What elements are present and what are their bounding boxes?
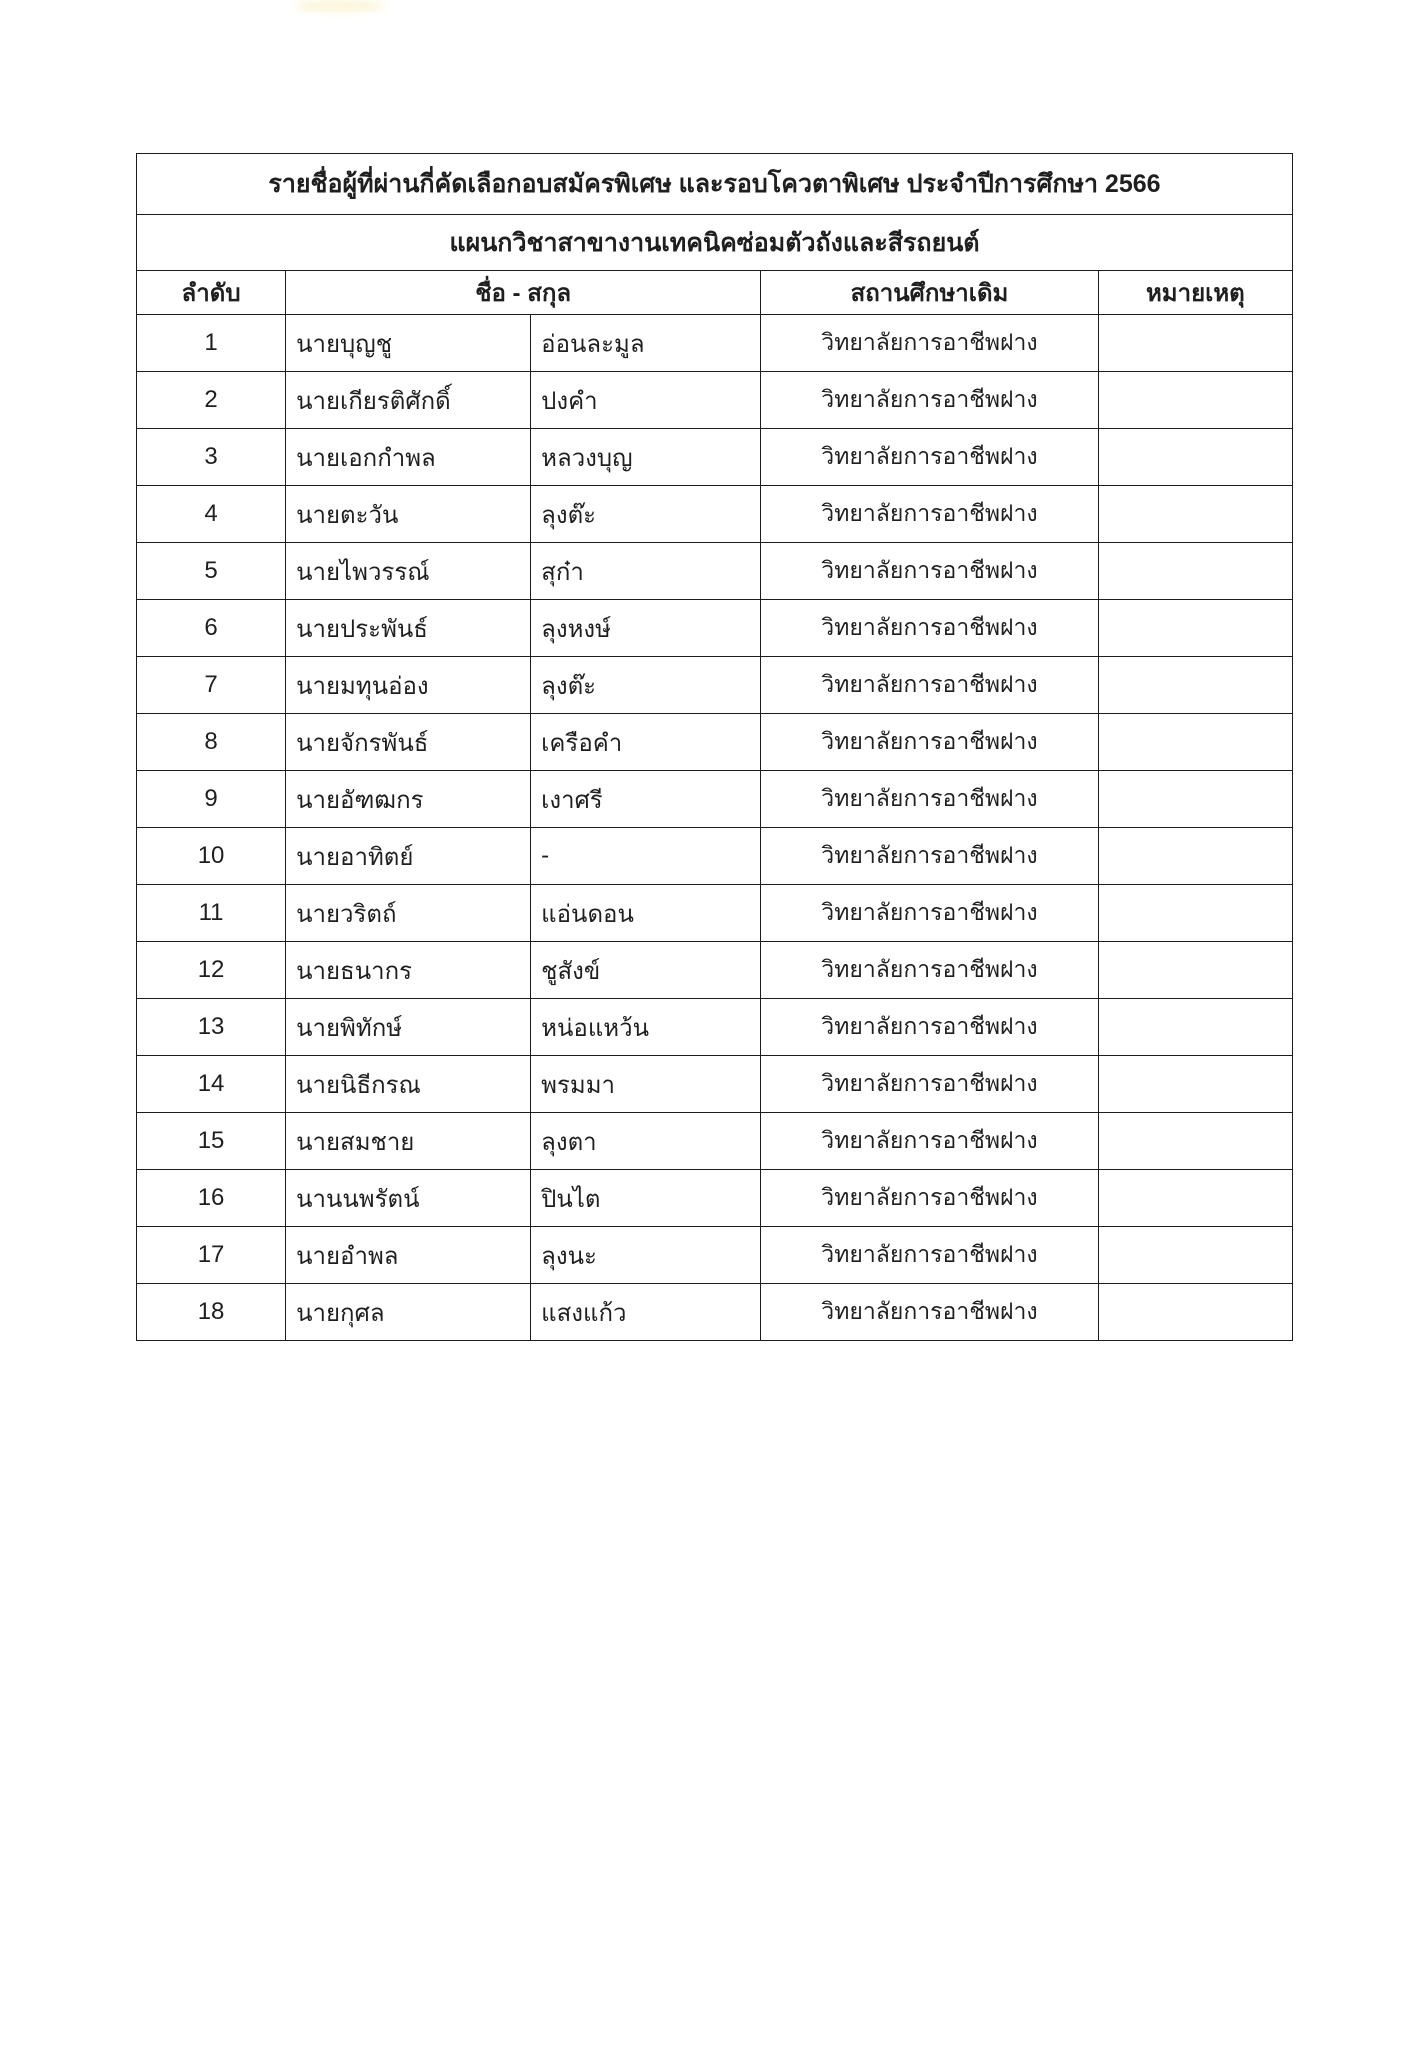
column-header-row (137, 271, 1293, 315)
cell-remark (1098, 372, 1292, 429)
cell-remark (1098, 486, 1292, 543)
cell-remark (1098, 600, 1292, 657)
cell-first-name: นายสมชาย (286, 1113, 531, 1170)
cell-first-name: นายอำพล (286, 1227, 531, 1284)
cell-last-name: ลุงนะ (531, 1227, 761, 1284)
cell-last-name: ลุงต๊ะ (531, 486, 761, 543)
cell-first-name: นายอัฑฒกร (286, 771, 531, 828)
column-header-index: ลำดับ (137, 271, 286, 315)
scan-artifact (295, 0, 385, 12)
cell-index: 5 (137, 543, 286, 600)
table-row (137, 315, 1293, 372)
cell-first-name: นายวริตถ์ (286, 885, 531, 942)
table-row (137, 771, 1293, 828)
table-row (137, 942, 1293, 999)
cell-index: 8 (137, 714, 286, 771)
cell-first-name: นายบุญชู (286, 315, 531, 372)
student-list-table (136, 153, 1293, 1341)
cell-remark (1098, 942, 1292, 999)
table-row (137, 429, 1293, 486)
table-body (137, 154, 1293, 1341)
cell-index: 3 (137, 429, 286, 486)
cell-school: วิทยาลัยการอาชีพฝาง (761, 1170, 1099, 1227)
cell-last-name: ลุงต๊ะ (531, 657, 761, 714)
cell-remark (1098, 657, 1292, 714)
cell-index: 10 (137, 828, 286, 885)
cell-last-name: เครือคำ (531, 714, 761, 771)
cell-first-name: นายกุศล (286, 1284, 531, 1341)
cell-index: 1 (137, 315, 286, 372)
cell-first-name: นานนพรัตน์ (286, 1170, 531, 1227)
cell-last-name: แอ่นดอน (531, 885, 761, 942)
cell-school: วิทยาลัยการอาชีพฝาง (761, 714, 1099, 771)
cell-remark (1098, 543, 1292, 600)
cell-school: วิทยาลัยการอาชีพฝาง (761, 999, 1099, 1056)
document-subtitle: แผนกวิชาสาขางานเทคนิคซ่อมตัวถังและสีรถยนต์ (137, 215, 1293, 271)
table-row (137, 1056, 1293, 1113)
cell-school: วิทยาลัยการอาชีพฝาง (761, 543, 1099, 600)
cell-school: วิทยาลัยการอาชีพฝาง (761, 1056, 1099, 1113)
table-row (137, 1113, 1293, 1170)
cell-school: วิทยาลัยการอาชีพฝาง (761, 828, 1099, 885)
cell-first-name: นายธนากร (286, 942, 531, 999)
column-header-school: สถานศึกษาเดิม (761, 271, 1099, 315)
cell-index: 6 (137, 600, 286, 657)
cell-last-name: ปินไต (531, 1170, 761, 1227)
cell-index: 4 (137, 486, 286, 543)
cell-first-name: นายตะวัน (286, 486, 531, 543)
cell-index: 17 (137, 1227, 286, 1284)
cell-first-name: นายพิทักษ์ (286, 999, 531, 1056)
table-row (137, 657, 1293, 714)
cell-last-name: เงาศรี (531, 771, 761, 828)
cell-school: วิทยาลัยการอาชีพฝาง (761, 1284, 1099, 1341)
cell-index: 13 (137, 999, 286, 1056)
cell-index: 2 (137, 372, 286, 429)
cell-last-name: อ่อนละมูล (531, 315, 761, 372)
column-header-remark: หมายเหตุ (1098, 271, 1292, 315)
cell-school: วิทยาลัยการอาชีพฝาง (761, 372, 1099, 429)
title-row (137, 154, 1293, 215)
document-title: รายชื่อผู้ที่ผ่านกี่คัดเลือกอบสมัครพิเศษ และรอบโควตาพิเศษ ประจำปีการศึกษา 2566 (137, 154, 1293, 215)
cell-school: วิทยาลัยการอาชีพฝาง (761, 885, 1099, 942)
table-row (137, 1170, 1293, 1227)
cell-remark (1098, 999, 1292, 1056)
column-header-name: ชื่อ - สกุล (286, 271, 761, 315)
cell-index: 12 (137, 942, 286, 999)
cell-first-name: นายเอกกำพล (286, 429, 531, 486)
table-row (137, 1284, 1293, 1341)
cell-first-name: นายประพันธ์ (286, 600, 531, 657)
cell-remark (1098, 1113, 1292, 1170)
cell-index: 9 (137, 771, 286, 828)
cell-school: วิทยาลัยการอาชีพฝาง (761, 486, 1099, 543)
cell-school: วิทยาลัยการอาชีพฝาง (761, 1113, 1099, 1170)
table-row (137, 543, 1293, 600)
cell-index: 15 (137, 1113, 286, 1170)
table-row (137, 486, 1293, 543)
table-row (137, 999, 1293, 1056)
cell-index: 18 (137, 1284, 286, 1341)
cell-remark (1098, 1170, 1292, 1227)
cell-last-name: สุก๋า (531, 543, 761, 600)
cell-first-name: นายเกียรติศักดิ์ (286, 372, 531, 429)
cell-index: 14 (137, 1056, 286, 1113)
cell-last-name: หน่อแหว้น (531, 999, 761, 1056)
cell-first-name: นายไพวรรณ์ (286, 543, 531, 600)
cell-remark (1098, 828, 1292, 885)
cell-remark (1098, 885, 1292, 942)
cell-school: วิทยาลัยการอาชีพฝาง (761, 771, 1099, 828)
cell-school: วิทยาลัยการอาชีพฝาง (761, 315, 1099, 372)
cell-first-name: นายอาทิตย์ (286, 828, 531, 885)
table-row (137, 885, 1293, 942)
cell-school: วิทยาลัยการอาชีพฝาง (761, 657, 1099, 714)
cell-remark (1098, 315, 1292, 372)
cell-index: 16 (137, 1170, 286, 1227)
cell-last-name: ปงคำ (531, 372, 761, 429)
cell-last-name: - (531, 828, 761, 885)
cell-remark (1098, 771, 1292, 828)
cell-remark (1098, 429, 1292, 486)
table-row (137, 372, 1293, 429)
table-row (137, 714, 1293, 771)
table-row (137, 600, 1293, 657)
cell-last-name: ลุงตา (531, 1113, 761, 1170)
cell-school: วิทยาลัยการอาชีพฝาง (761, 1227, 1099, 1284)
table-row (137, 1227, 1293, 1284)
table-row (137, 828, 1293, 885)
cell-first-name: นายนิธีกรณ (286, 1056, 531, 1113)
cell-remark (1098, 1227, 1292, 1284)
cell-last-name: ลุงหงษ์ (531, 600, 761, 657)
cell-index: 11 (137, 885, 286, 942)
cell-last-name: หลวงบุญ (531, 429, 761, 486)
subtitle-row (137, 215, 1293, 271)
cell-school: วิทยาลัยการอาชีพฝาง (761, 429, 1099, 486)
cell-first-name: นายมทุนอ่อง (286, 657, 531, 714)
cell-index: 7 (137, 657, 286, 714)
cell-last-name: ชูสังข์ (531, 942, 761, 999)
cell-school: วิทยาลัยการอาชีพฝาง (761, 942, 1099, 999)
cell-last-name: แสงแก้ว (531, 1284, 761, 1341)
cell-last-name: พรมมา (531, 1056, 761, 1113)
cell-remark (1098, 1056, 1292, 1113)
cell-first-name: นายจักรพันธ์ (286, 714, 531, 771)
cell-remark (1098, 1284, 1292, 1341)
cell-remark (1098, 714, 1292, 771)
cell-school: วิทยาลัยการอาชีพฝาง (761, 600, 1099, 657)
